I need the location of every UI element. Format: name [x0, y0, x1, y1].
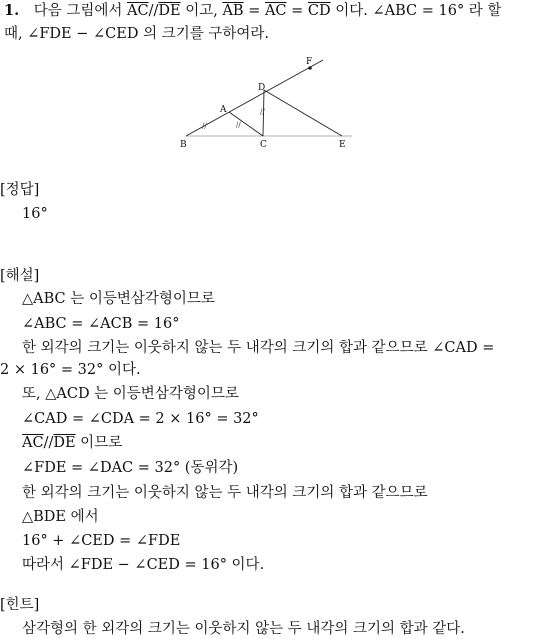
segment-ab: $\overline{AB}$: [222, 3, 244, 19]
solution-line-7-rest: 이므로: [75, 435, 123, 451]
segment-cd: $\overline{CD}$: [307, 3, 331, 19]
problem-line-1: [4, 2, 501, 20]
segment-ac-line: [229, 112, 263, 136]
segment-ac-2: $\overline{AC}$: [264, 3, 287, 19]
segment-de-sol: $\overline{DE}$: [53, 435, 76, 451]
hint-heading: [힌트]: [0, 597, 40, 613]
label-f: F: [306, 57, 313, 67]
label-c: C: [260, 140, 267, 150]
segment-de-line: [264, 90, 342, 136]
problem-number: 1.: [4, 2, 20, 19]
problem-line-2: 때, ∠FDE − ∠CED 의 크기를 구하여라.: [4, 26, 269, 42]
solution-line-4: 2 × 16° = 32° 이다.: [0, 362, 141, 378]
solution-line-6: ∠CAD = ∠CDA = 2 × 16° = 32°: [22, 411, 259, 427]
answer-value: 16°: [22, 206, 48, 222]
solution-line-3: 한 외각의 크기는 이웃하지 않는 두 내각의 크기의 합과 같으므로 ∠CAD =: [22, 340, 495, 356]
solution-line-7: [22, 434, 122, 452]
tick-mark-ab: //: [202, 122, 207, 130]
segment-ac-sol: $\overline{AC}$: [22, 435, 44, 451]
solution-line-9: 한 외각의 크기는 이웃하지 않는 두 내각의 크기의 합과 같으므로: [22, 485, 428, 501]
solution-line-10: △BDE 에서: [22, 509, 99, 525]
answer-heading: [정답]: [0, 182, 40, 198]
problem-text-a: 다음 그림에서: [33, 3, 123, 19]
equals-sign: =: [291, 3, 304, 19]
geometry-figure: [176, 52, 362, 152]
parallel-symbol: //: [148, 3, 159, 19]
solution-line-2: ∠ABC = ∠ACB = 16°: [22, 316, 180, 332]
tick-mark-cd: //: [260, 108, 265, 116]
solution-line-1: △ABC 는 이등변삼각형이므로: [22, 291, 215, 307]
label-a: A: [220, 105, 227, 115]
label-e: E: [339, 140, 346, 150]
solution-line-5: 또, △ACD 는 이등변삼각형이므로: [22, 386, 239, 402]
label-d: D: [258, 83, 266, 93]
solution-heading: [해설]: [0, 268, 40, 284]
problem-text-b: 이고,: [185, 3, 218, 19]
solution-line-8: ∠FDE = ∠DAC = 32° (동위각): [22, 460, 239, 476]
tick-mark-ac: //: [236, 121, 241, 129]
segment-ac: $\overline{AC}$: [127, 3, 149, 19]
segment-de: $\overline{DE}$: [158, 3, 181, 19]
problem-text-c: 이다. ∠ABC = 16° 라 할: [335, 3, 502, 19]
equals-sign: =: [248, 3, 261, 19]
parallel-symbol-sol: //: [43, 435, 54, 451]
label-b: B: [180, 140, 187, 150]
solution-line-11: 16° + ∠CED = ∠FDE: [22, 533, 181, 549]
hint-text: 삼각형의 한 외각의 크기는 이웃하지 않는 두 내각의 크기의 합과 같다.: [22, 621, 465, 637]
solution-line-12: 따라서 ∠FDE − ∠CED = 16° 이다.: [22, 557, 265, 573]
